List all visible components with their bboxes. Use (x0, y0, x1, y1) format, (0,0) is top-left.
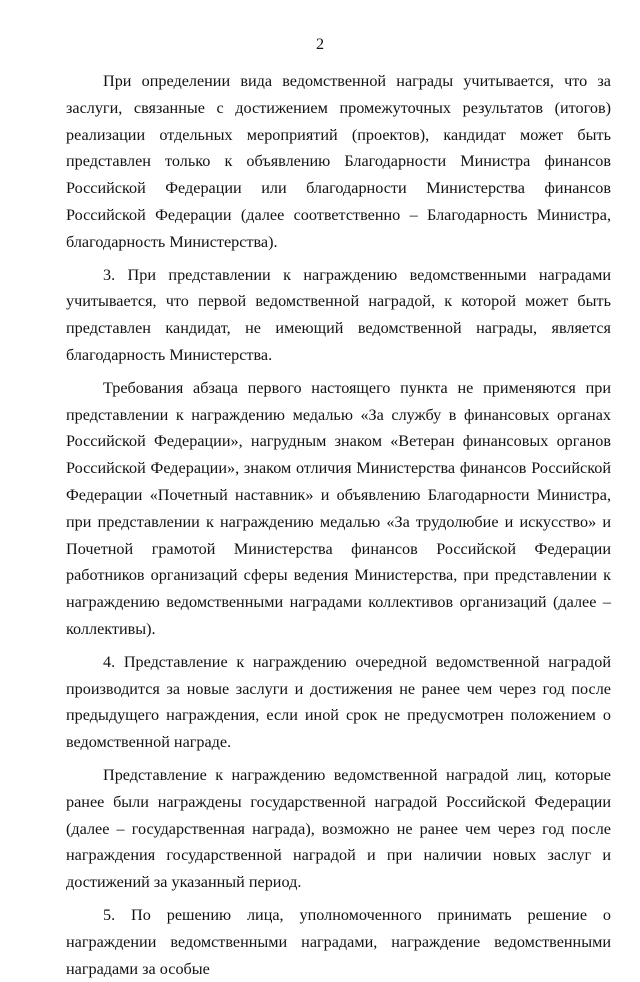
paragraph: 5. По решению лица, уполномоченного принимать решение о награждении ведомственными наградами, награждение ведомственными наградами за особые (66, 905, 611, 978)
paragraph: 3. При представлении к награждению ведомственными наградами учитывается, что первой ведомственной наградой, к которой может быть представлен кандидат, не имеющий ведомственной награды, является благодарность Министерства. (66, 265, 611, 364)
paragraph: 4. Представление к награждению очередной ведомственной наградой производится за новые заслуги и достижения не ранее чем через год после предыдущего награждения, если иной срок не предусмотрен положением о ведомственной награде. (66, 652, 611, 752)
page-number: 2 (315, 35, 325, 53)
paragraph: Представление к награждению ведомственной наградой лиц, которые ранее были награждены государственной наградой Российской Федерации (далее – государственная награда), возможно не ранее чем через год после награждения государственной наградой и при наличии новых заслуг и достижений за указанный период. (66, 765, 611, 892)
paragraph: При определении вида ведомственной награды учитывается, что за заслуги, связанные с достижением промежуточных результатов (итогов) реализации отдельных мероприятий (проектов), кандидат может быть представлен только к объявлению Благодарности Министра финансов Российской Федерации или благодарности Министерства финансов Российской Федерации (далее соответственно – Благодарность Министра, благодарность Министерства). (66, 72, 611, 251)
document-body (66, 68, 611, 982)
paragraph: Требования абзаца первого настоящего пункта не применяются при представлении к награждению медалью «За службу в финансовых органах Российской Федерации», нагрудным знаком «Ветеран финансовых органов Российской Федерации», знаком отличия Министерства финансов Российской Федерации «Почетный наставник» и объявлению Благодарности Министра, при представлении к награждению медалью «За трудолюбие и искусство» и Почетной грамотой Министерства финансов Российской Федерации работников организаций сферы ведения Министерства, при представлении к награждению ведомственными наградами коллективов организаций (далее – коллективы). (66, 378, 611, 638)
